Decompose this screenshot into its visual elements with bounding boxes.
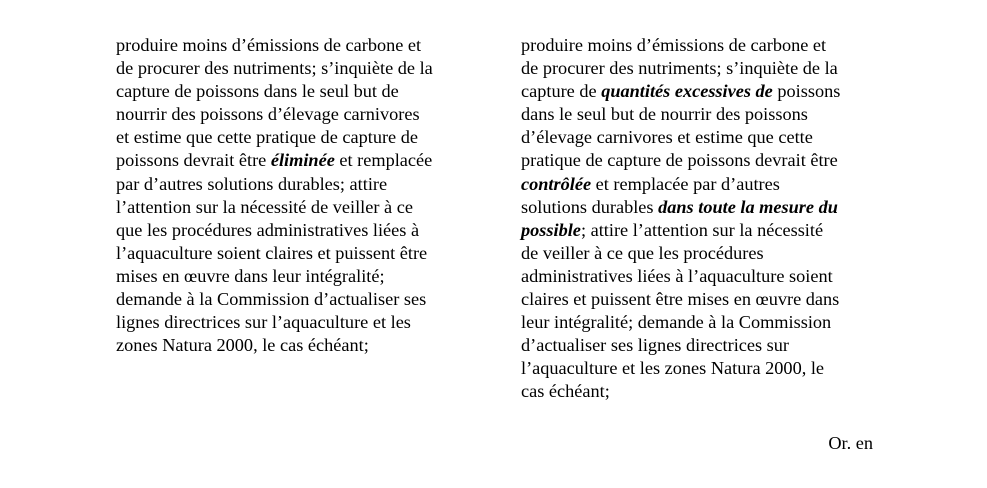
- text-line: nourrir des poissons d’élevage carnivores: [116, 104, 420, 125]
- text-line: [521, 219, 891, 242]
- text-line: [521, 173, 891, 196]
- text-line: lignes directrices sur l’aquaculture et les: [116, 312, 411, 333]
- text-line: zones Natura 2000, le cas échéant;: [116, 335, 369, 356]
- text-line: capture de poissons dans le seul but de: [116, 81, 399, 102]
- text-segment: et remplacée par d’autres: [591, 173, 780, 194]
- text-line: par d’autres solutions durables; attire: [116, 173, 388, 194]
- emphasized-text: possible: [521, 219, 581, 240]
- emphasized-text: éliminée: [270, 150, 335, 171]
- text-line: de veiller à ce que les procédures: [521, 242, 764, 263]
- text-line: l’aquaculture soient claires et puissent être: [116, 242, 428, 263]
- text-line: l’attention sur la nécessité de veiller à ce: [116, 196, 413, 217]
- text-line: dans le seul but de nourrir des poissons: [521, 104, 808, 125]
- text-line: claires et puissent être mises en œuvre dans: [521, 289, 840, 310]
- text-segment: poissons devrait être: [116, 150, 271, 171]
- text-line: l’aquaculture et les zones Natura 2000, le: [521, 358, 825, 379]
- emphasized-text: contrôlée: [521, 173, 592, 194]
- emphasized-text: quantités excessives de: [601, 81, 773, 102]
- text-segment: poissons: [772, 81, 841, 102]
- text-line: d’élevage carnivores et estime que cette: [521, 127, 813, 148]
- text-line: mises en œuvre dans leur intégralité;: [116, 265, 385, 286]
- text-line: de procurer des nutriments; s’inquiète de la: [521, 58, 838, 79]
- text-line: [521, 196, 891, 219]
- text-line: cas échéant;: [521, 381, 610, 402]
- text-segment: capture de: [521, 81, 602, 102]
- text-segment: et remplacée: [334, 150, 433, 171]
- text-line: que les procédures administratives liées à: [116, 219, 420, 240]
- text-line: administratives liées à l’aquaculture soient: [521, 265, 833, 286]
- text-line: produire moins d’émissions de carbone et: [116, 35, 422, 55]
- text-line: produire moins d’émissions de carbone et: [521, 35, 827, 55]
- text-line: et estime que cette pratique de capture de: [116, 127, 418, 148]
- text-line: d’actualiser ses lignes directrices sur: [521, 335, 790, 356]
- original-text-column: [116, 34, 486, 357]
- text-segment: ; attire l’attention sur la nécessité: [580, 219, 824, 240]
- original-language-label: Or. en: [828, 433, 873, 453]
- emphasized-text: dans toute la mesure du: [658, 196, 838, 217]
- text-line: de procurer des nutriments; s’inquiète de la: [116, 58, 433, 79]
- amended-text-column: [521, 34, 891, 404]
- text-line: leur intégralité; demande à la Commission: [521, 312, 832, 333]
- text-line: [116, 149, 486, 172]
- text-line: demande à la Commission d’actualiser ses: [116, 289, 427, 310]
- text-segment: solutions durables: [521, 196, 659, 217]
- text-line: [521, 80, 891, 103]
- text-line: pratique de capture de poissons devrait être: [521, 150, 838, 171]
